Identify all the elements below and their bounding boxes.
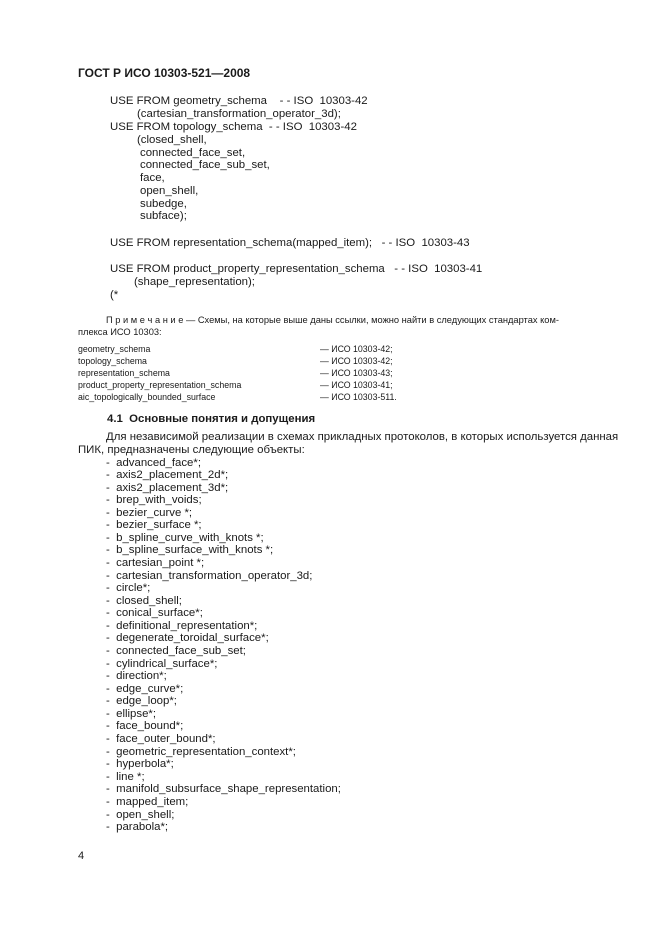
reference-schema: representation_schema	[78, 368, 170, 378]
list-item: - connected_face_sub_set;	[106, 645, 246, 657]
code-line: (shape_representation);	[134, 276, 255, 288]
list-item: - b_spline_surface_with_knots *;	[106, 544, 274, 556]
list-item: - ellipse*;	[106, 708, 157, 720]
code-line: connected_face_set,	[140, 147, 246, 159]
list-item: - geometric_representation_context*;	[106, 746, 296, 758]
list-item: - parabola*;	[106, 821, 169, 833]
note-line: плекса ИСО 10303:	[78, 327, 162, 337]
list-item: - conical_surface*;	[106, 607, 203, 619]
page-number: 4	[78, 850, 85, 862]
list-item: - manifold_subsurface_shape_representation;	[106, 783, 341, 795]
reference-standard: — ИСО 10303-43;	[320, 368, 393, 378]
code-line: (closed_shell,	[137, 134, 207, 146]
reference-standard: — ИСО 10303-511.	[320, 392, 397, 402]
code-line: open_shell,	[140, 185, 199, 197]
list-item: - degenerate_toroidal_surface*;	[106, 632, 269, 644]
list-item: - face_outer_bound*;	[106, 733, 216, 745]
reference-schema: topology_schema	[78, 356, 147, 366]
list-item: - mapped_item;	[106, 796, 189, 808]
reference-standard: — ИСО 10303-41;	[320, 380, 393, 390]
reference-schema: geometry_schema	[78, 344, 151, 354]
list-item: - edge_loop*;	[106, 695, 177, 707]
code-line: USE FROM geometry_schema - - ISO 10303-42	[110, 95, 368, 107]
reference-schema: aic_topologically_bounded_surface	[78, 392, 216, 402]
code-line: (cartesian_transformation_operator_3d);	[137, 108, 341, 120]
list-item: - brep_with_voids;	[106, 494, 202, 506]
code-line: face,	[140, 172, 165, 184]
section-title: 4.1 Основные понятия и допущения	[107, 413, 316, 425]
list-item: - cylindrical_surface*;	[106, 658, 218, 670]
list-item: - axis2_placement_2d*;	[106, 469, 229, 481]
list-item: - closed_shell;	[106, 595, 182, 607]
list-item: - direction*;	[106, 670, 167, 682]
list-item: - axis2_placement_3d*;	[106, 482, 229, 494]
list-item: - open_shell;	[106, 809, 175, 821]
list-item: - bezier_curve *;	[106, 507, 193, 519]
list-item: - circle*;	[106, 582, 151, 594]
code-line: USE FROM representation_schema(mapped_item); - - ISO 10303-43	[110, 237, 470, 249]
list-item: - face_bound*;	[106, 720, 184, 732]
code-line: (*	[110, 289, 119, 301]
list-item: - line *;	[106, 771, 145, 783]
reference-schema: product_property_representation_schema	[78, 380, 242, 390]
reference-standard: — ИСО 10303-42;	[320, 356, 393, 366]
list-item: - b_spline_curve_with_knots *;	[106, 532, 264, 544]
code-line: USE FROM product_property_representation_schema - - ISO 10303-41	[110, 263, 483, 275]
intro-line: ПИК, предназначены следующие объекты:	[78, 444, 305, 456]
code-line: connected_face_sub_set,	[140, 159, 270, 171]
list-item: - edge_curve*;	[106, 683, 184, 695]
note-line: П р и м е ч а н и е — Схемы, на которые выше даны ссылки, можно найти в следующих стандартах ком-	[106, 315, 559, 325]
code-line: subedge,	[140, 198, 187, 210]
code-line: subface);	[140, 210, 187, 222]
list-item: - cartesian_transformation_operator_3d;	[106, 570, 313, 582]
document-header: ГОСТ Р ИСО 10303-521—2008	[78, 66, 251, 80]
list-item: - cartesian_point *;	[106, 557, 205, 569]
list-item: - definitional_representation*;	[106, 620, 258, 632]
code-line: USE FROM topology_schema - - ISO 10303-42	[110, 121, 357, 133]
list-item: - advanced_face*;	[106, 457, 201, 469]
intro-line: Для независимой реализации в схемах прикладных протоколов, в которых используется данная	[106, 431, 619, 443]
list-item: - bezier_surface *;	[106, 519, 202, 531]
list-item: - hyperbola*;	[106, 758, 174, 770]
reference-standard: — ИСО 10303-42;	[320, 344, 393, 354]
